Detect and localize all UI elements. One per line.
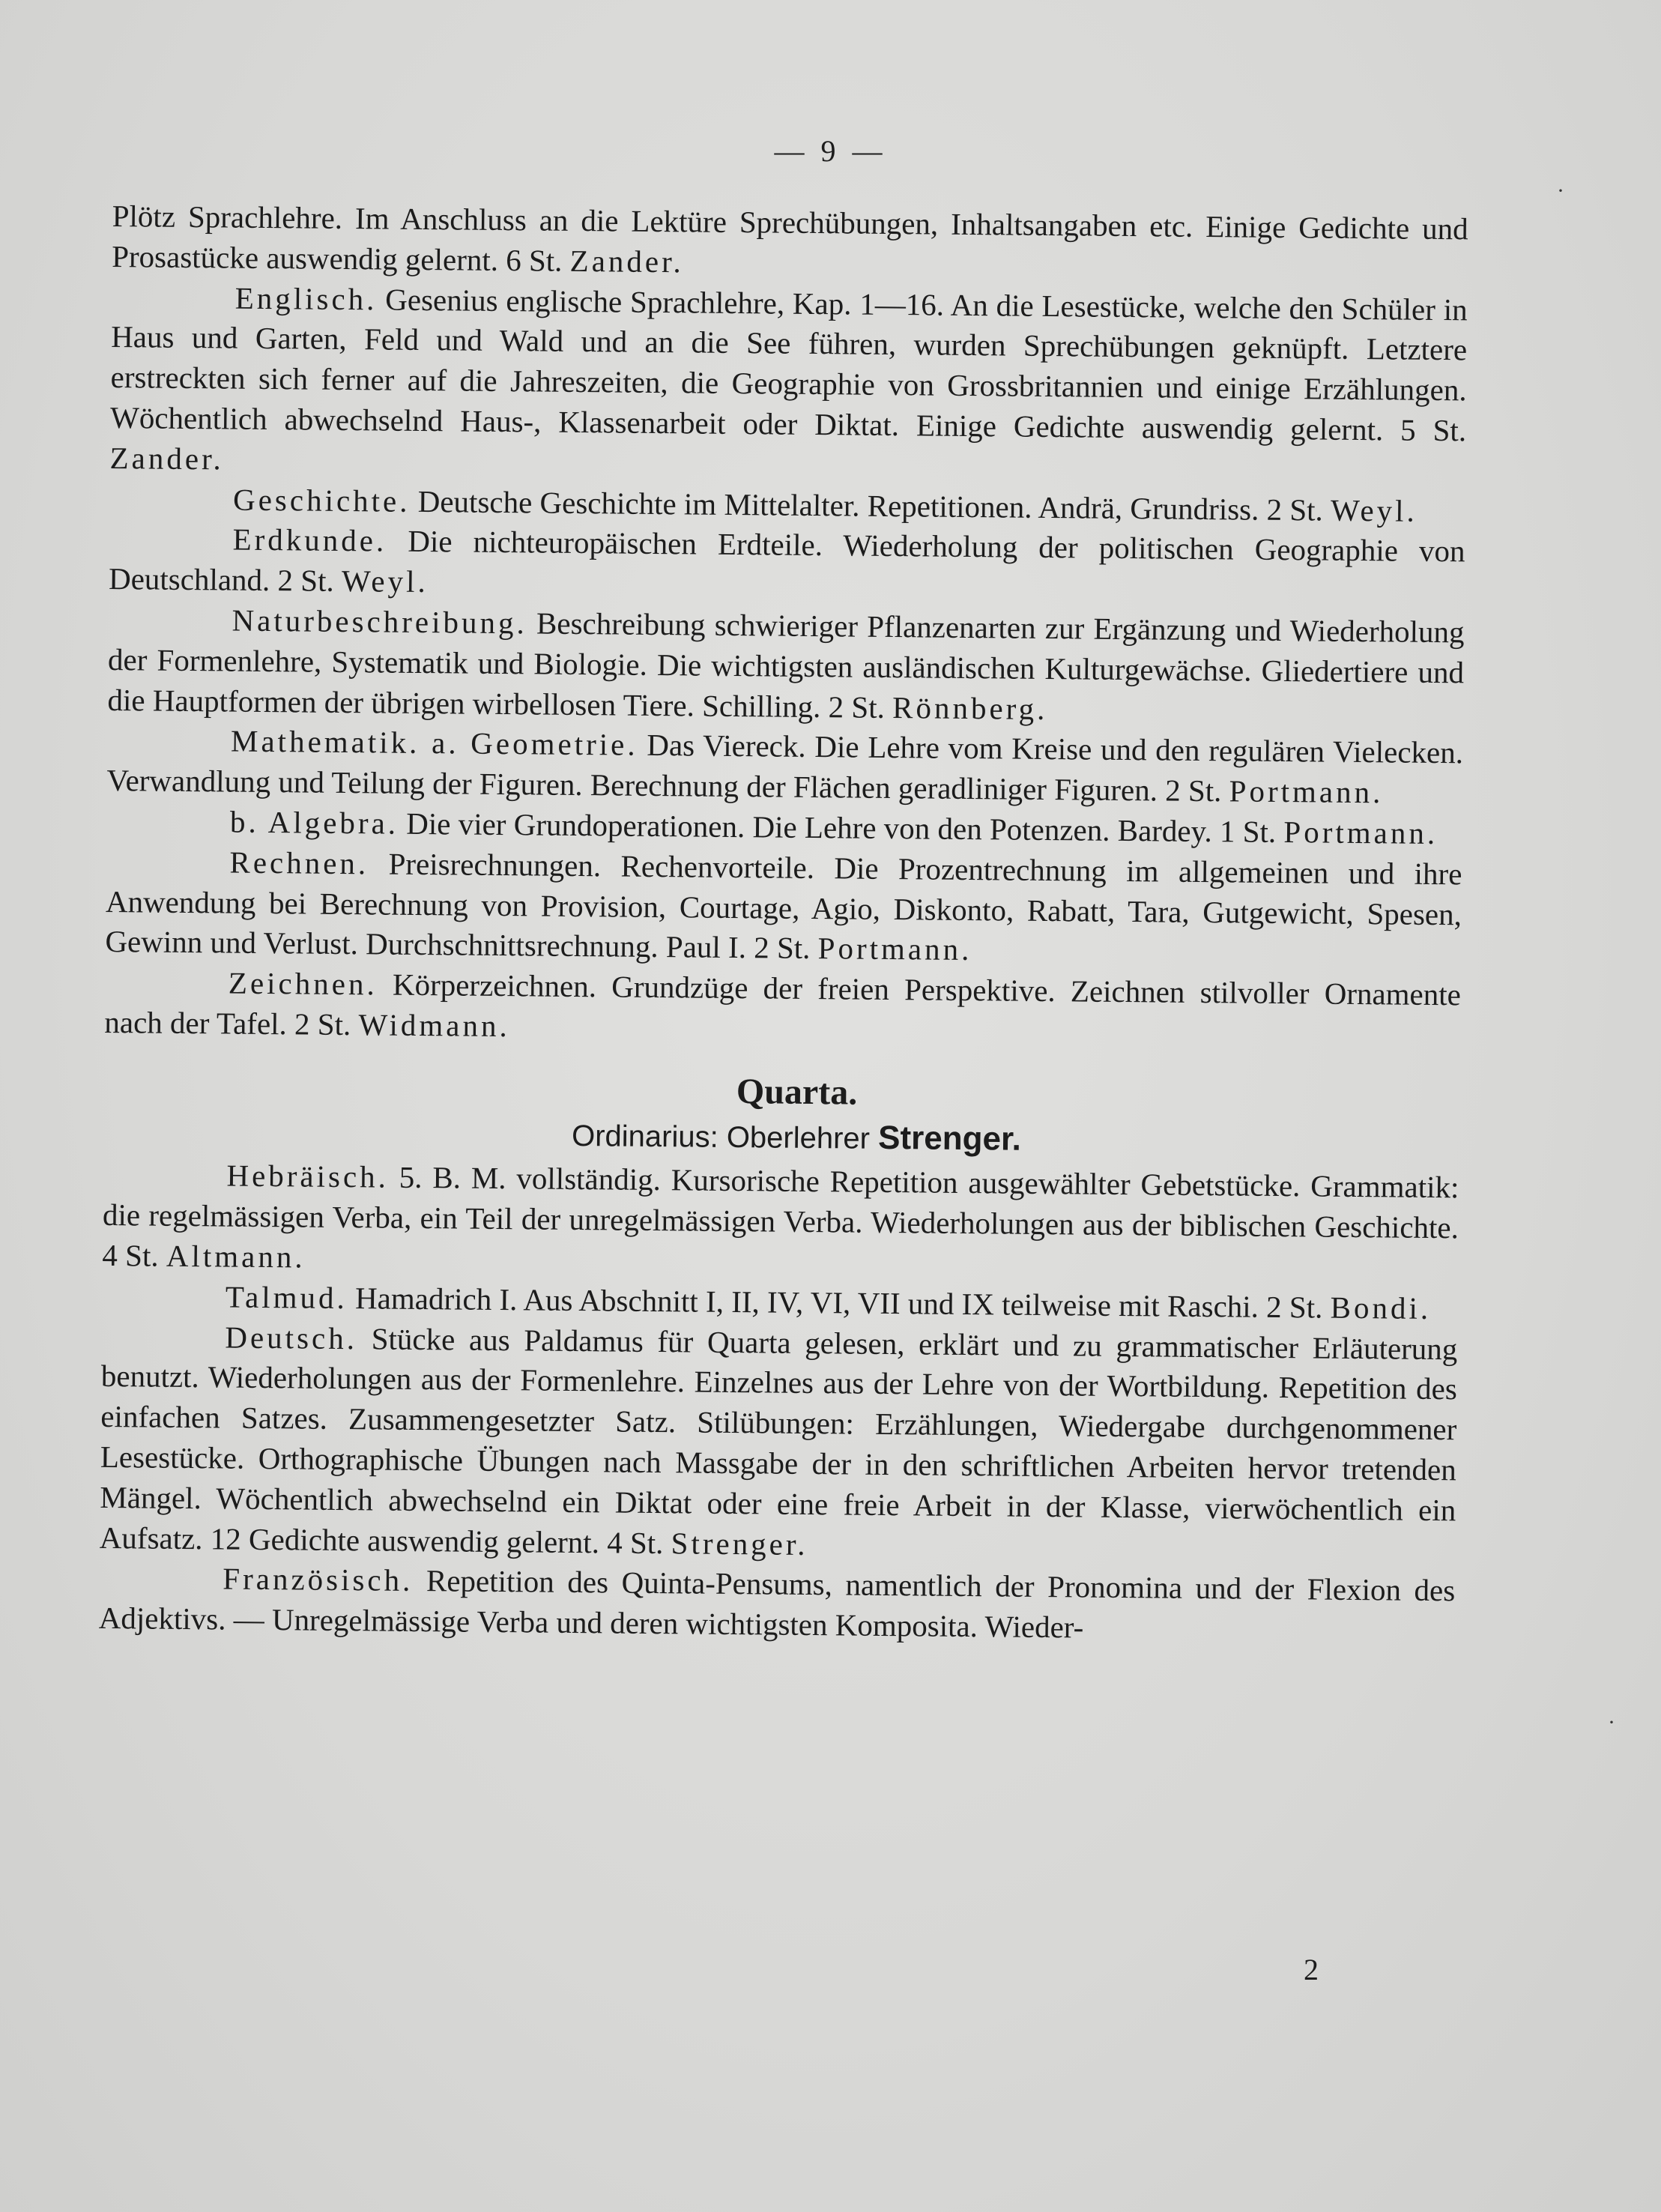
paragraph-zeichnen (104, 962, 1461, 1056)
subject-label: Zeichnen. (228, 965, 378, 1002)
paragraph-text: Deutsche Geschichte im Mittelalter. Repetitionen. Andrä, Grundriss. 2 St. (417, 483, 1324, 528)
paragraph-text: Die nichteuropäischen Erdteile. Wiederholung der politischen Geographie von Deutschland. 2 St. (108, 524, 1465, 599)
teacher-name: Portmann. (1283, 815, 1438, 850)
paragraph-text: Plötz Sprachlehre. Im Anschluss an die Lektüre Sprechübungen, Inhaltsangaben etc. Einige Gedichte und Prosastücke auswendig gelernt. 6 St. (112, 198, 1468, 278)
paragraph-erdkunde (109, 519, 1465, 612)
section-heading-quarta: Quarta. (736, 1071, 858, 1113)
paragraph-hebraeisch (102, 1155, 1459, 1289)
page-body (99, 196, 1468, 1652)
paper-speck-mark: · (1608, 1710, 1615, 1735)
page-number: — 9 — (774, 134, 887, 168)
paragraph-text: Stücke aus Paldamus für Quarta gelesen, erklärt und zu grammatischer Erläuterung benutzt. Wiederholungen aus der Formenlehre. Einzelnes aus der Lehre von der Wortbildung. Repetition des einfachen Satzes. Zusammengesetzter Satz. Stilübungen: Erzählungen, Wiedergabe durchgenommener Lesestücke. Orthographische Übungen nach Massgabe der in den schriftlichen Arbeiten hervor tretenden Mängel. Wöchentlich abwechselnd ein Diktat oder eine freie Arbeit in der Klasse, vierwöchentlich ein Aufsatz. 12 Gedichte auswendig gelernt. 4 St. (99, 1320, 1458, 1560)
subject-label: Geschichte. (232, 482, 411, 519)
ordinarius-name: Strenger. (877, 1119, 1022, 1158)
subject-label: Deutsch. (225, 1320, 358, 1356)
teacher-name: Strenger. (671, 1525, 808, 1562)
paragraph-text: Repetition des Quinta-Pensums, namentlich der Pronomina und der Flexion des Adjektivs. — Unregelmässige Verba und deren wichtigsten Komposita. Wieder- (98, 1563, 1456, 1645)
teacher-name: Weyl. (341, 563, 429, 599)
teacher-name: Bondi. (1330, 1290, 1432, 1326)
paragraph-text: Körperzeichnen. Grundzüge der freien Perspektive. Zeichnen stilvoller Ornamente nach der Tafel. 2 St. (104, 967, 1462, 1042)
paragraph-text: Hamadrich I. Aus Abschnitt I, II, IV, VI, VII und IX teilweise mit Raschi. 2 St. (354, 1280, 1323, 1325)
paragraph-naturbeschreibung (107, 599, 1464, 734)
paragraph-text: Preisrechnungen. Rechenvorteile. Die Prozentrechnung im allgemeinen und ihre Anwendung bei Berechnung von Provision, Courtage, Agio, Diskonto, Rabatt, Tara, Gutgewicht, Spesen, Gewinn und Verlust. Durchschnittsrechnung. Paul I. 2 St. (105, 846, 1462, 966)
teacher-name: Portmann. (1229, 773, 1384, 810)
subject-label: Rechnen. (229, 844, 369, 881)
teacher-name: Rönnberg. (892, 689, 1048, 726)
subject-label: Talmud. (225, 1279, 348, 1315)
paragraph-deutsch (100, 1316, 1458, 1571)
subject-label: Französisch. (223, 1561, 414, 1598)
paper-speck-mark: · (1557, 178, 1564, 203)
sheet-signature: 2 (1304, 1953, 1319, 1986)
paragraph-rechnen (105, 841, 1462, 976)
paragraph-text: Das Viereck. Die Lehre vom Kreise und den regulären Vielecken. Verwandlung und Teilung der Figuren. Berechnung der Flächen geradliniger Figuren. 2 St. (106, 728, 1464, 809)
teacher-name: Weyl. (1330, 492, 1418, 528)
ordinarius-label: Ordinarius: Oberlehrer (571, 1119, 871, 1155)
paragraph-geometrie (106, 720, 1463, 814)
paragraph-englisch (109, 277, 1467, 492)
teacher-name: Portmann. (817, 931, 972, 967)
paragraph-text: 5. B. M. vollständig. Kursorische Repetition ausgewählter Gebetstücke. Grammatik: die regelmässigen Verba, ein Teil der unregelmässigen Verba. Wiederholungen aus der biblischen Geschichte. 4 St. (102, 1160, 1459, 1273)
teacher-name: Zander. (569, 243, 684, 279)
paragraph-text: Die vier Grundoperationen. Die Lehre von den Potenzen. Bardey. 1 St. (406, 806, 1277, 849)
subject-label: b. Algebra. (229, 804, 399, 841)
teacher-name: Altmann. (166, 1238, 306, 1275)
subject-label: Englisch. (235, 280, 378, 316)
subject-label: Erdkunde. (232, 522, 387, 558)
subject-label: Naturbeschreibung. (232, 602, 527, 641)
paragraph-franzoesisch (99, 1558, 1456, 1652)
paragraph-text: Gesenius englische Sprachlehre, Kap. 1—16. An die Lesestücke, welche den Schüler in Haus und Garten, Feld und Wald und an die See führen, wurden Sprechübungen geknüpft. Letztere erstreckten sich ferner auf die Jahreszeiten, die Geographie von Grossbritannien und einige Erzählungen. Wöchentlich abwechselnd Haus-, Klassenarbeit oder Diktat. Einige Gedichte auswendig gelernt. 5 St. (109, 282, 1468, 448)
paragraph-text: Beschreibung schwieriger Pflanzenarten zur Ergänzung und Wiederholung der Formenlehre, Systematik und Biologie. Die wichtigsten ausländischen Kulturgewächse. Gliedertiere und die Hauptformen der übrigen wirbellosen Tiere. Schilling. 2 St. (107, 605, 1465, 725)
paragraph-quinta-deutsch-cont (112, 196, 1468, 290)
teacher-name: Widmann. (358, 1007, 510, 1044)
teacher-name: Zander. (109, 440, 224, 477)
subject-label: Hebräisch. (226, 1158, 390, 1194)
subject-label: Mathematik. a. Geometrie. (230, 723, 638, 763)
